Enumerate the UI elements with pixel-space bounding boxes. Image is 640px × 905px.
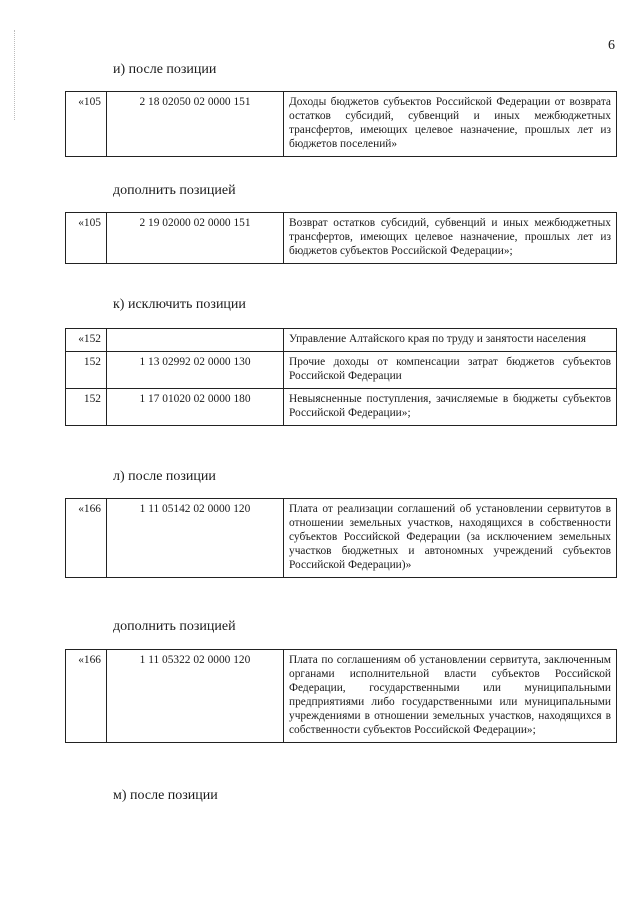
codes-table: [65, 212, 617, 264]
table-row: [66, 352, 617, 389]
budget-code-cell: 1 17 01020 02 0000 180: [107, 389, 284, 426]
budget-code-cell: 2 18 02050 02 0000 151: [107, 92, 284, 157]
table-row: [66, 92, 617, 157]
position-number-cell: 152: [66, 352, 107, 389]
position-number-cell: «166: [66, 499, 107, 578]
description-cell: Прочие доходы от компенсации затрат бюджетов субъектов Российской Федерации: [284, 352, 617, 389]
codes-table: [65, 649, 617, 743]
budget-code-cell: 1 13 02992 02 0000 130: [107, 352, 284, 389]
codes-table: [65, 91, 617, 157]
codes-table: [65, 328, 617, 426]
page-number: 6: [608, 38, 615, 53]
budget-code-cell: 1 11 05142 02 0000 120: [107, 499, 284, 578]
section-heading: к) исключить позиции: [113, 297, 246, 312]
position-number-cell: «152: [66, 329, 107, 352]
position-number-cell: «166: [66, 650, 107, 743]
position-number-cell: «105: [66, 213, 107, 264]
table-row: [66, 650, 617, 743]
codes-table: [65, 498, 617, 578]
section-heading: м) после позиции: [113, 788, 218, 803]
description-cell: Невыясненные поступления, зачисляемые в бюджеты субъектов Российской Федерации»;: [284, 389, 617, 426]
budget-code-cell: 2 19 02000 02 0000 151: [107, 213, 284, 264]
table-row: [66, 213, 617, 264]
section-heading: л) после позиции: [113, 469, 216, 484]
description-cell: Возврат остатков субсидий, субвенций и иных межбюджетных трансфертов, имеющих целевое назначение, прошлых лет из бюджетов субъектов Российской Федерации»;: [284, 213, 617, 264]
budget-code-cell: [107, 329, 284, 352]
margin-line: [14, 30, 15, 120]
description-cell: Плата по соглашениям об установлении сервитута, заключенным органами исполнительной власти субъектов Российской Федерации, государственными или муниципальными предприятиями либо государственными или муниципальными учреждениями в отношении земельных участков, находящихся в собственности субъектов Российской Федерации»;: [284, 650, 617, 743]
budget-code-cell: 1 11 05322 02 0000 120: [107, 650, 284, 743]
description-cell: Плата от реализации соглашений об установлении сервитутов в отношении земельных участков, находящихся в собственности субъектов Российской Федерации (за исключением земельных участков бюджетных и автономных учреждений субъектов Российской Федерации)»: [284, 499, 617, 578]
position-number-cell: 152: [66, 389, 107, 426]
section-heading: и) после позиции: [113, 62, 217, 77]
description-cell: Управление Алтайского края по труду и занятости населения: [284, 329, 617, 352]
section-heading: дополнить позицией: [113, 619, 236, 634]
position-number-cell: «105: [66, 92, 107, 157]
table-row: [66, 499, 617, 578]
section-heading: дополнить позицией: [113, 183, 236, 198]
table-row: [66, 329, 617, 352]
table-row: [66, 389, 617, 426]
description-cell: Доходы бюджетов субъектов Российской Федерации от возврата остатков субсидий, субвенций и иных межбюджетных трансфертов, имеющих целевое назначение, прошлых лет из бюджетов поселений»: [284, 92, 617, 157]
